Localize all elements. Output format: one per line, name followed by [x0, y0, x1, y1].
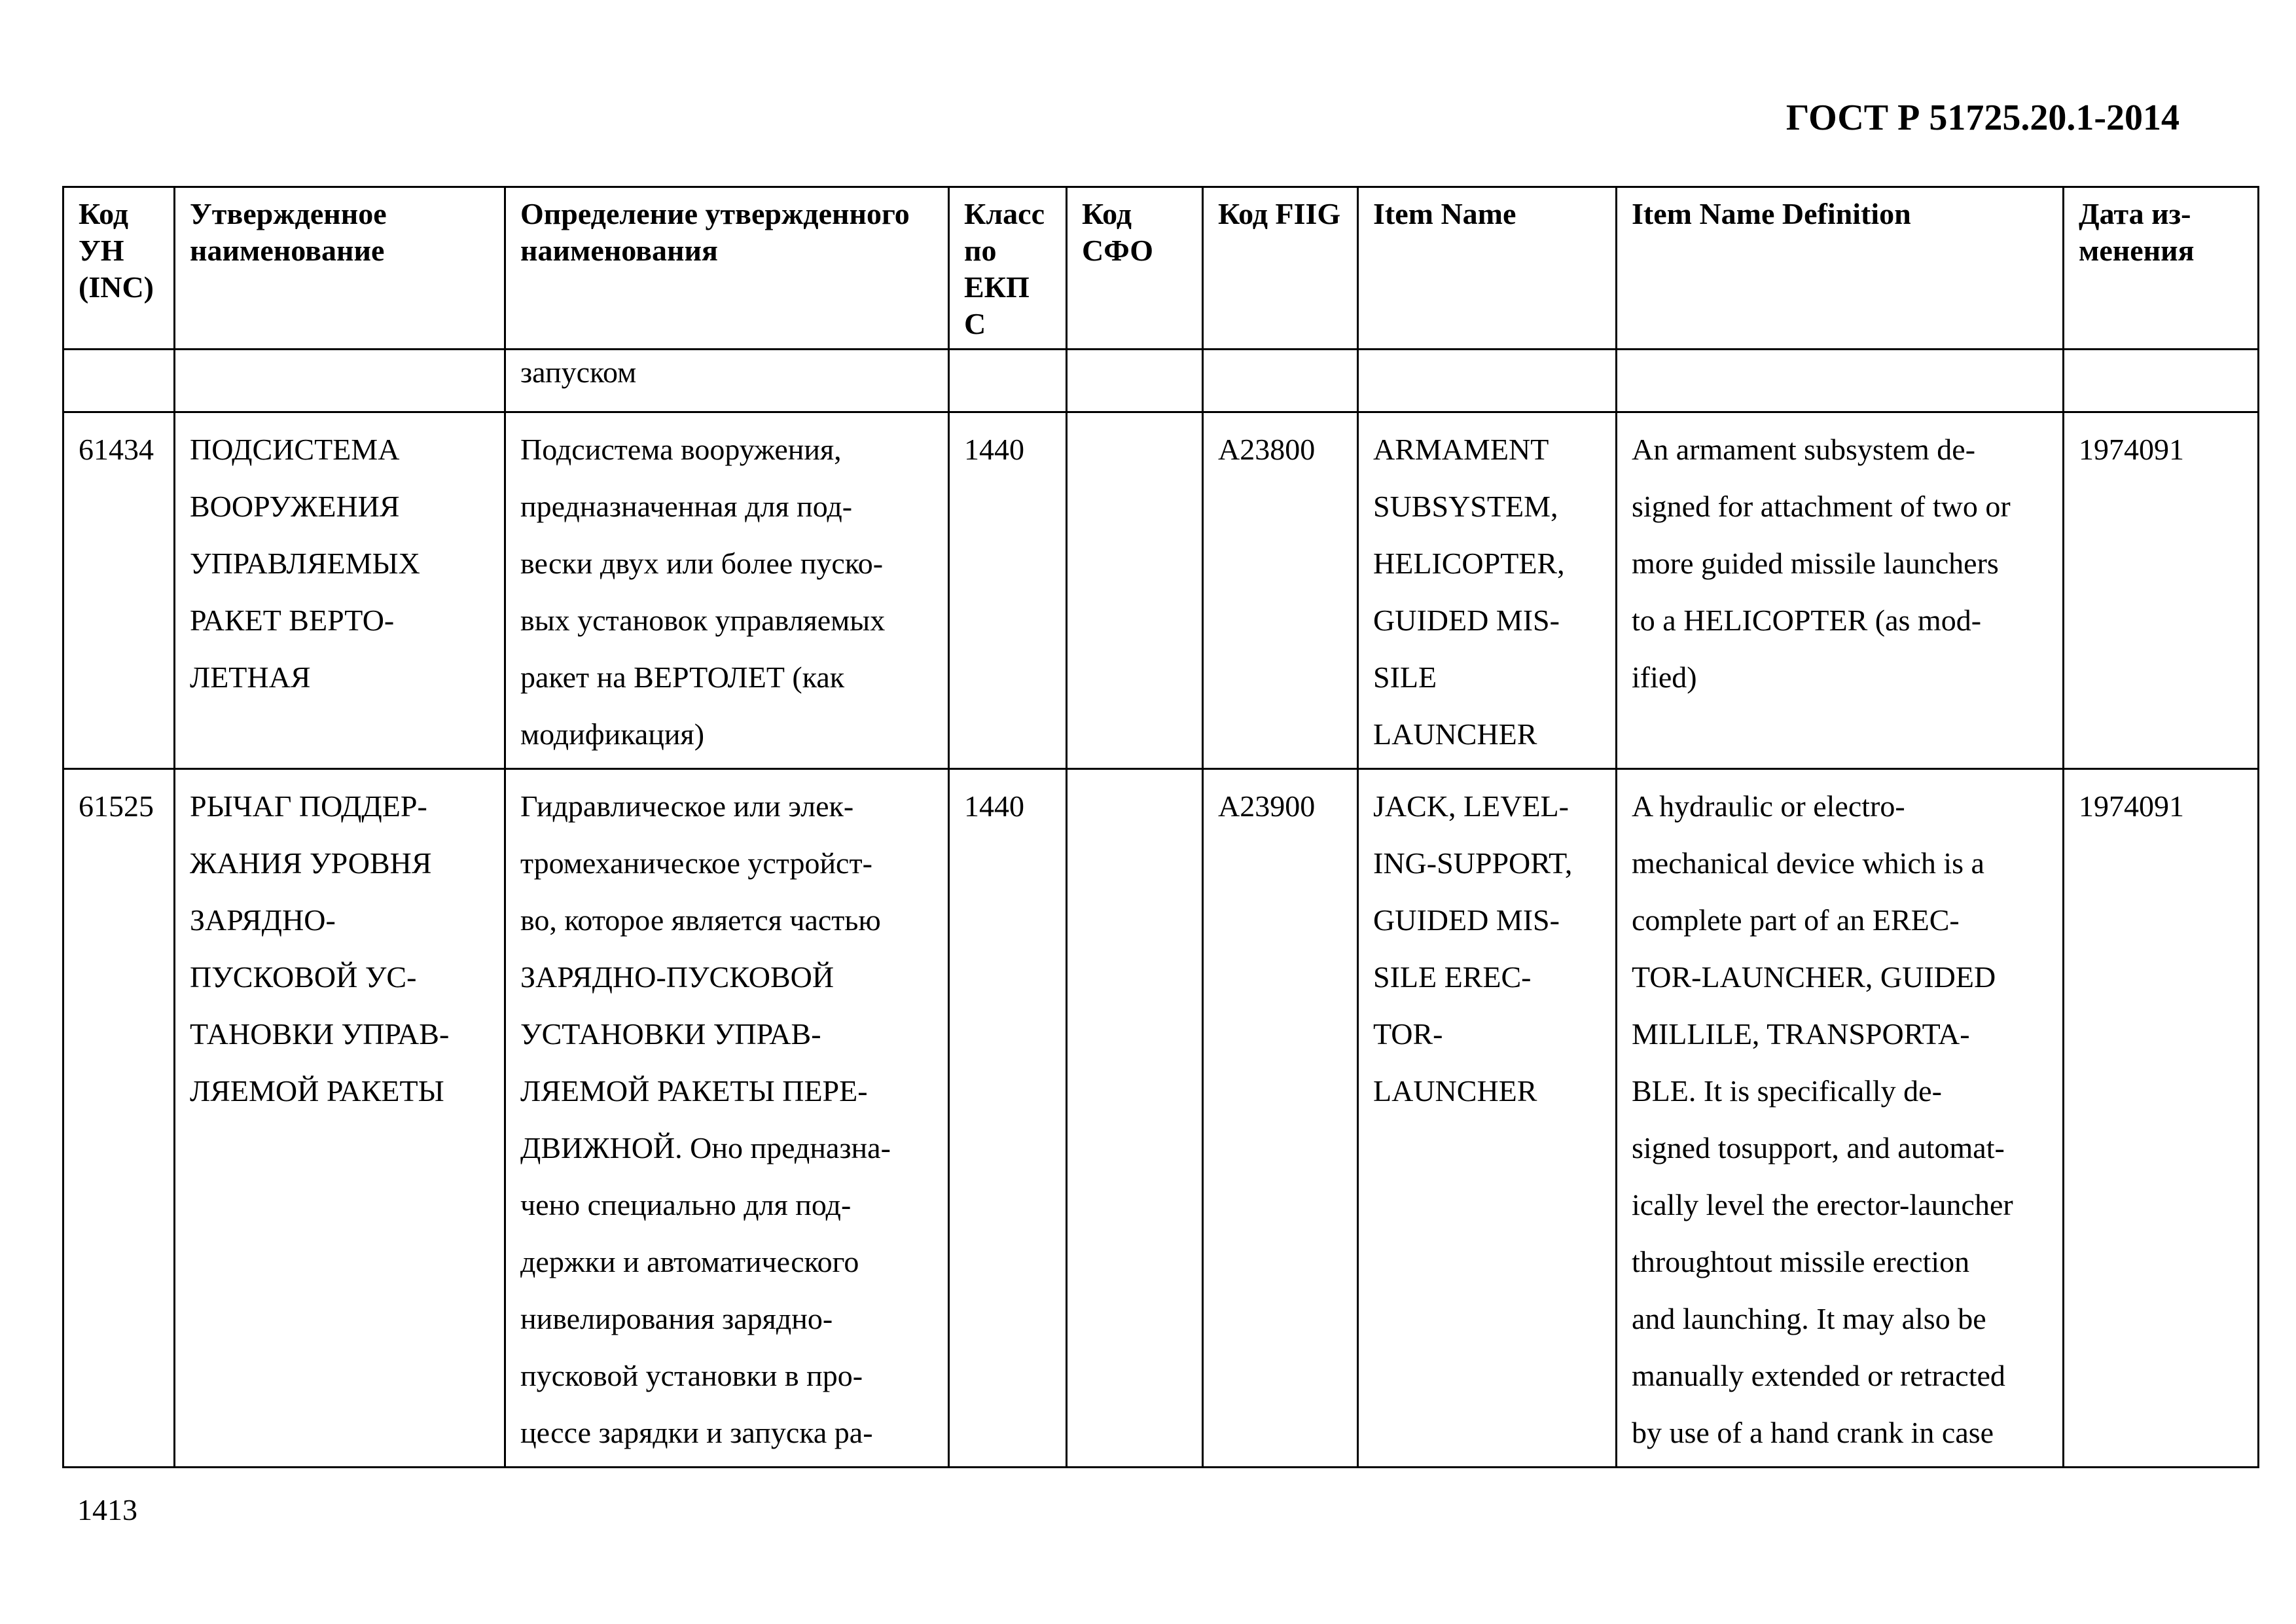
sfo-cell — [1067, 412, 1203, 769]
table-cell: запуском — [505, 350, 949, 412]
table-row — [63, 769, 2259, 1468]
sfo-cell — [1067, 769, 1203, 1468]
fiig-cell: A23900 — [1203, 769, 1358, 1468]
col-header-approved-name: Утвержденное наименование — [175, 187, 505, 350]
col-header-class: Класс по ЕКП С — [949, 187, 1067, 350]
table-cell — [63, 350, 175, 412]
approved-name-cell: ПОДСИСТЕМА ВООРУЖЕНИЯ УПРАВЛЯЕМЫХ РАКЕТ ВЕРТО- ЛЕТНАЯ — [175, 412, 505, 769]
table-row — [63, 412, 2259, 769]
table-cell — [175, 350, 505, 412]
approved-name-cell: РЫЧАГ ПОДДЕР- ЖАНИЯ УРОВНЯ ЗАРЯДНО- ПУСКОВОЙ УС- ТАНОВКИ УПРАВ- ЛЯЕМОЙ РАКЕТЫ — [175, 769, 505, 1468]
class-cell: 1440 — [949, 769, 1067, 1468]
page-number: 1413 — [77, 1493, 137, 1526]
date-cell: 1974091 — [2064, 769, 2259, 1468]
col-header-item-name: Item Name — [1358, 187, 1617, 350]
col-header-sfo: Код СФО — [1067, 187, 1203, 350]
item-name-cell: JACK, LEVEL- ING-SUPPORT, GUIDED MIS- SILE EREC- TOR- LAUNCHER — [1358, 769, 1617, 1468]
col-header-item-definition: Item Name Definition — [1617, 187, 2064, 350]
inc-cell: 61525 — [63, 769, 175, 1468]
table-cell — [1067, 350, 1203, 412]
table-header-row — [63, 187, 2259, 350]
table-cell — [949, 350, 1067, 412]
col-header-definition: Определение утвержденного наименования — [505, 187, 949, 350]
inc-cell: 61434 — [63, 412, 175, 769]
class-cell: 1440 — [949, 412, 1067, 769]
table-cell — [2064, 350, 2259, 412]
table-cell — [1617, 350, 2064, 412]
item-definition-cell: A hydraulic or electro- mechanical device which is a complete part of an EREC- TOR-LAUNCHER, GUIDED MILLILE, TRANSPORTA- BLE. It is specifically de- signed tosupport, and automat- ically level the erector-launcher throughtout missile erection and launching. It may also be manually extended or retracted by use of a hand crank in case — [1617, 769, 2064, 1468]
table-cell — [1358, 350, 1617, 412]
definition-cell: Гидравлическое или элек- тромеханическое устройст- во, которое является частью ЗАРЯДНО-ПУСКОВОЙ УСТАНОВКИ УПРАВ- ЛЯЕМОЙ РАКЕТЫ ПЕРЕ- ДВИЖНОЙ. Оно предназна- чено специально для под- держки и автоматического нивелирования зарядно- пусковой установки в про- цессе зарядки и запуска ра- — [505, 769, 949, 1468]
catalog-table — [62, 186, 2259, 1468]
item-definition-cell: An armament subsystem de- signed for attachment of two or more guided missile launchers to a HELICOPTER (as mod- ified) — [1617, 412, 2064, 769]
col-header-inc: Код УН (INC) — [63, 187, 175, 350]
definition-cell: Подсистема вооружения, предназначенная для под- вески двух или более пуско- вых установок управляемых ракет на ВЕРТОЛЕТ (как модификация) — [505, 412, 949, 769]
continuation-row — [63, 350, 2259, 412]
fiig-cell: A23800 — [1203, 412, 1358, 769]
table-cell — [1203, 350, 1358, 412]
date-cell: 1974091 — [2064, 412, 2259, 769]
item-name-cell: ARMAMENT SUBSYSTEM, HELICOPTER, GUIDED MIS- SILE LAUNCHER — [1358, 412, 1617, 769]
document-code: ГОСТ Р 51725.20.1-2014 — [1785, 98, 2179, 138]
col-header-date: Дата из- менения — [2064, 187, 2259, 350]
col-header-fiig: Код FIIG — [1203, 187, 1358, 350]
